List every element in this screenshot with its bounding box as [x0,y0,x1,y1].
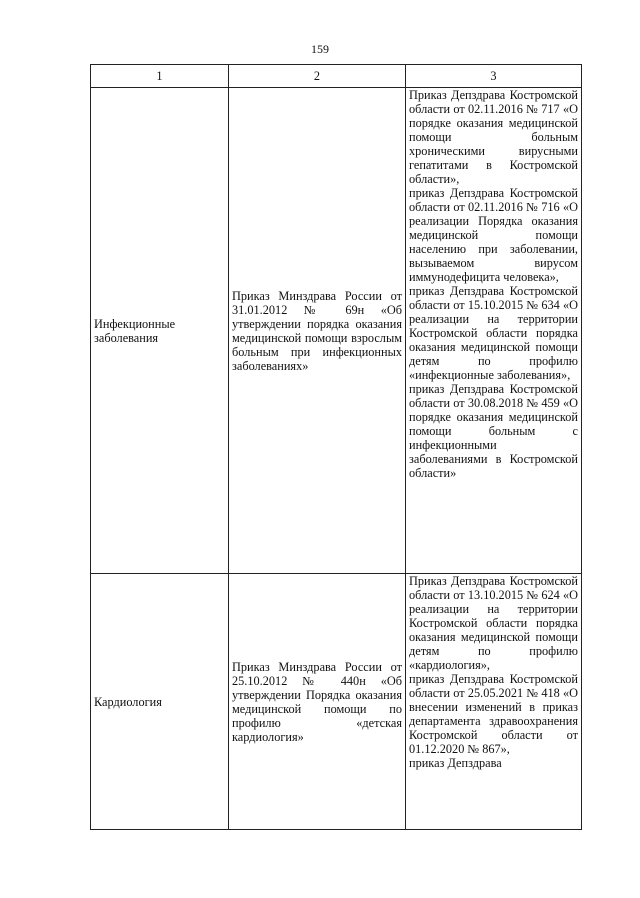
column-header-2: 2 [229,65,406,88]
disease-cell: Инфекционные заболевания [91,88,229,574]
federal-order-cell: Приказ Минздрава России от 31.01.2012 № 69н «Об утверждении порядка оказания медицинской помощи взрослым больным при инфекционных заболеваниях» [229,88,406,574]
regional-order: Приказ Депздрава Костромской области от 02.11.2016 № 717 «О порядке оказания медицинской помощи больным хроническими вирусными гепатитами в Костромской области», [409,88,578,186]
column-header-1: 1 [91,65,229,88]
regional-order: приказ Депздрава Костромской области от 02.11.2016 № 716 «О реализации Порядка оказания медицинской помощи населению при заболевании, вызываемом вирусом иммунодефицита человека», [409,186,578,284]
table-header-row [91,65,582,88]
page-number: 159 [311,42,329,56]
regional-order: приказ Депздрава [409,756,502,770]
regional-order: Приказ Депздрава Костромской области от 13.10.2015 № 624 «О реализации на территории Костромской области порядка оказания медицинской помощи детям по профилю «кардиология», [409,574,578,672]
federal-order-cell: Приказ Минздрава России от 25.10.2012 № 440н «Об утверждении Порядка оказания медицинской помощи по профилю «детская кардиология» [229,574,406,830]
regional-orders-cell [406,88,582,574]
regional-order: приказ Депздрава Костромской области от 25.05.2021 № 418 «О внесении изменений в приказ департамента здравоохранения Костромской области от 01.12.2020 № 867», [409,672,578,756]
regional-order: приказ Депздрава Костромской области от 30.08.2018 № 459 «О порядке оказания медицинской помощи больным с инфекционными заболеваниями в Костромской области» [409,382,578,480]
regional-order: приказ Депздрава Костромской области от 15.10.2015 № 634 «О реализации на территории Костромской области порядка оказания медицинской помощи детям по профилю «инфекционные заболевания», [409,284,578,382]
orders-table [90,64,582,830]
table-row [91,88,582,574]
column-header-3: 3 [406,65,582,88]
table-row [91,574,582,830]
regional-orders-cell [406,574,582,830]
disease-cell: Кардиология [91,574,229,830]
